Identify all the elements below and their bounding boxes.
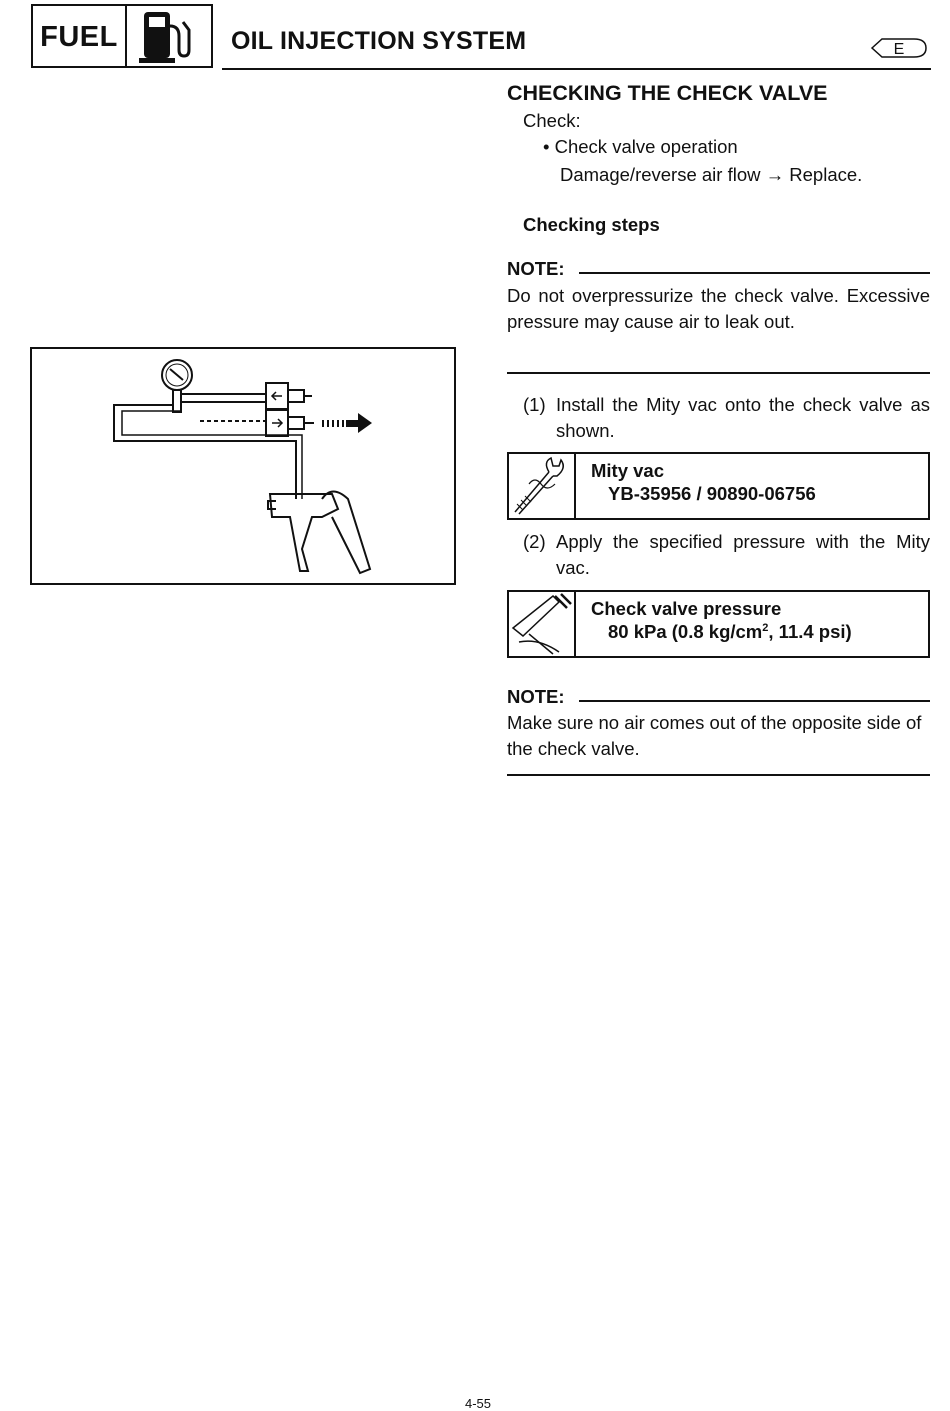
note-text: Do not overpressurize the check valve. Excessive pressure may cause air to leak out. <box>507 285 930 332</box>
spec-value <box>608 621 852 643</box>
check-item: • Check valve operation <box>543 136 738 157</box>
page-number: 4-55 <box>465 1396 492 1411</box>
specification-box <box>507 590 930 658</box>
note-label: NOTE: <box>507 686 565 707</box>
note-label: NOTE: <box>507 258 565 279</box>
step-text: Apply the specified pressure with the Mity vac. <box>556 531 930 578</box>
note-end-rule <box>507 372 930 374</box>
step-number: (1) <box>523 394 546 415</box>
note-end-rule <box>507 774 930 776</box>
fuel-pump-icon <box>127 6 211 66</box>
spec-name: Check valve pressure <box>591 598 782 619</box>
note-text: Make sure no air comes out of the opposite side of the check valve. <box>507 712 922 759</box>
check-result: Damage/reverse air flow → Replace. <box>560 164 863 185</box>
header-rule <box>222 68 931 70</box>
section-heading: CHECKING THE CHECK VALVE <box>507 81 828 105</box>
check-label: Check: <box>523 110 581 131</box>
section-label: FUEL <box>33 6 127 66</box>
step-text: Install the Mity vac onto the check valve as shown. <box>556 394 930 441</box>
wrench-tool-icon <box>509 454 576 518</box>
page-title: OIL INJECTION SYSTEM <box>231 27 527 55</box>
tool-name: Mity vac <box>591 460 665 481</box>
spec-value-rest: , 11.4 psi) <box>768 621 852 642</box>
spec-value-main: 80 kPa (0.8 kg/cm <box>608 621 763 642</box>
tool-part-number: YB-35956 / 90890-06756 <box>608 483 816 504</box>
language-badge <box>870 37 928 59</box>
spec-value-superscript: 2 <box>762 621 769 634</box>
check-valve-figure <box>30 347 456 585</box>
section-tab <box>31 4 213 68</box>
steps-heading: Checking steps <box>523 214 660 235</box>
language-letter: E <box>893 41 905 58</box>
step-number: (2) <box>523 531 546 552</box>
caliper-icon <box>509 592 576 656</box>
mity-vac-check-valve-diagram <box>32 349 454 583</box>
note-rule <box>579 700 930 702</box>
note-rule <box>579 272 930 274</box>
special-tool-box <box>507 452 930 520</box>
